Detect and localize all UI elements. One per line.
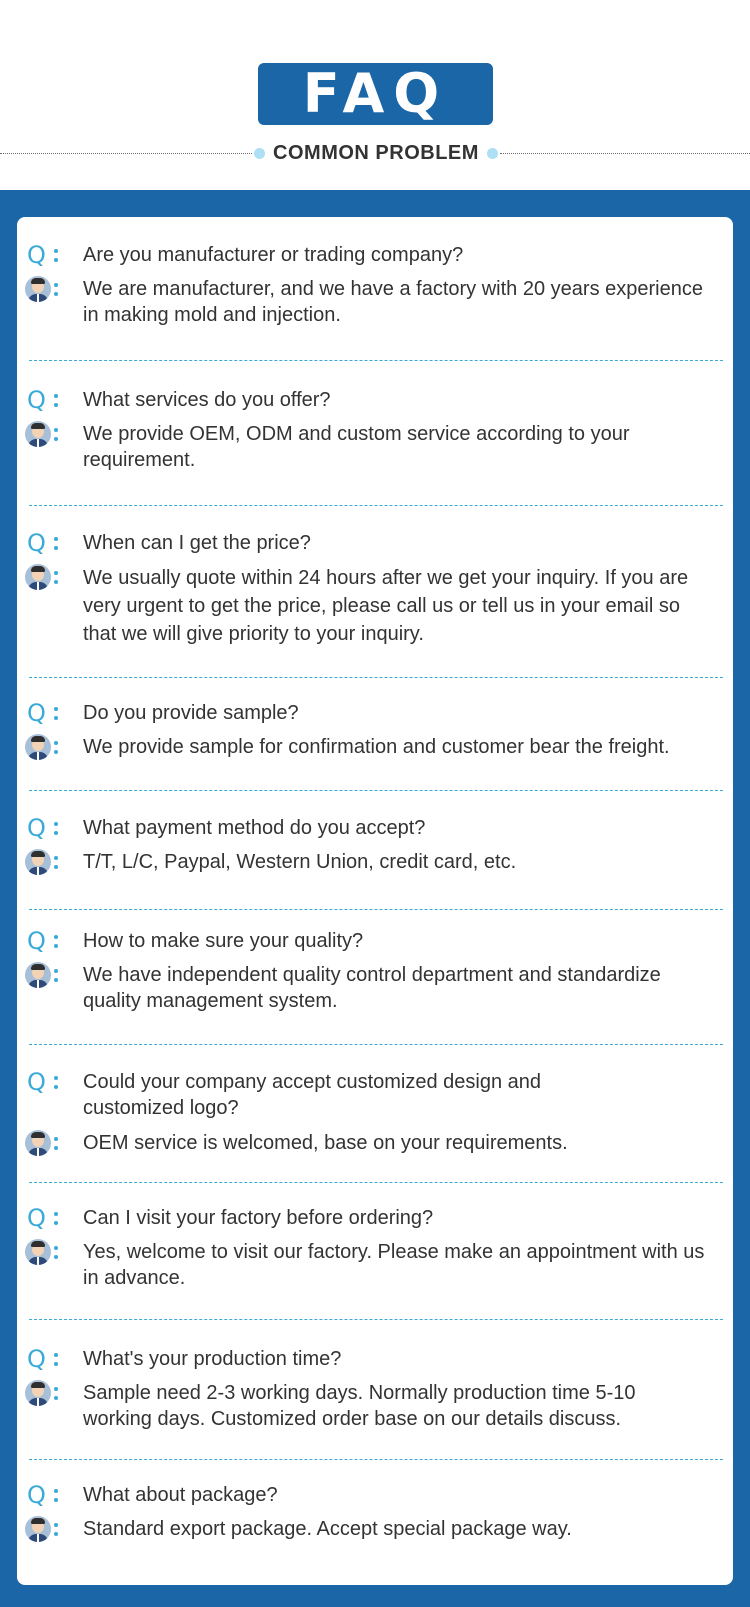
colon-icon <box>54 246 60 264</box>
businessman-avatar-icon <box>25 276 51 302</box>
dashed-divider <box>29 1459 723 1460</box>
colon-icon <box>54 738 60 756</box>
businessman-avatar-icon <box>25 1380 51 1406</box>
q-marker-icon: Q <box>27 1481 46 1509</box>
faq-answer: We provide OEM, ODM and custom service according to your requirement. <box>83 423 630 471</box>
colon-icon <box>54 853 60 871</box>
q-marker-icon: Q <box>27 241 46 269</box>
q-marker-icon: Q <box>27 699 46 727</box>
faq-answer: Sample need 2-3 working days. Normally production time 5-10 working days. Customized order base on our details discuss. <box>83 1382 636 1430</box>
businessman-avatar-icon <box>25 1130 51 1156</box>
colon-icon <box>54 1209 60 1227</box>
faq-question: What payment method do you accept? <box>83 817 426 839</box>
businessman-avatar-icon <box>25 564 51 590</box>
colon-icon <box>54 1073 60 1091</box>
dashed-divider <box>29 909 723 910</box>
faq-question: Do you provide sample? <box>83 702 299 724</box>
colon-icon <box>54 1243 60 1261</box>
colon-icon <box>54 425 60 443</box>
dot-icon <box>254 148 265 159</box>
businessman-avatar-icon <box>25 849 51 875</box>
colon-icon <box>54 932 60 950</box>
colon-icon <box>54 568 60 586</box>
q-marker-icon: Q <box>27 1068 46 1096</box>
colon-icon <box>54 1486 60 1504</box>
q-marker-icon: Q <box>27 1345 46 1373</box>
colon-icon <box>54 966 60 984</box>
businessman-avatar-icon <box>25 421 51 447</box>
faq-question: Are you manufacturer or trading company? <box>83 244 464 266</box>
faq-question: When can I get the price? <box>83 532 311 554</box>
faq-question: How to make sure your quality? <box>83 930 364 952</box>
dashed-divider <box>29 677 723 678</box>
businessman-avatar-icon <box>25 1516 51 1542</box>
subtitle-row <box>0 140 750 166</box>
faq-question: Could your company accept customized design and customized logo? <box>83 1071 542 1119</box>
colon-icon <box>54 391 60 409</box>
faq-question: What's your production time? <box>83 1348 342 1370</box>
faq-answer: Standard export package. Accept special package way. <box>83 1518 572 1540</box>
dashed-divider <box>29 790 723 791</box>
dashed-divider <box>29 1044 723 1045</box>
q-marker-icon: Q <box>27 529 46 557</box>
faq-answer: Yes, welcome to visit our factory. Please make an appointment with us in advance. <box>83 1241 705 1289</box>
q-marker-icon: Q <box>27 1204 46 1232</box>
colon-icon <box>54 1350 60 1368</box>
colon-icon <box>54 280 60 298</box>
subtitle-divider-right <box>500 153 750 154</box>
faq-question: Can I visit your factory before ordering? <box>83 1207 434 1229</box>
q-marker-icon: Q <box>27 814 46 842</box>
dot-icon <box>487 148 498 159</box>
faq-title-badge: FAQ <box>258 63 493 125</box>
dashed-divider <box>29 1319 723 1320</box>
faq-answer: We have independent quality control department and standardize quality management system. <box>83 964 661 1012</box>
dashed-divider <box>29 1182 723 1183</box>
faq-answer: We provide sample for confirmation and customer bear the freight. <box>83 736 670 758</box>
subtitle-divider-left <box>0 153 252 154</box>
faq-answer: OEM service is welcomed, base on your requirements. <box>83 1132 568 1154</box>
colon-icon <box>54 704 60 722</box>
faq-answer: We usually quote within 24 hours after we get your inquiry. If you are very urgent to get the price, please call us or tell us in your email so that we will give priority to your inquiry. <box>83 567 689 645</box>
q-marker-icon: Q <box>27 386 46 414</box>
faq-answer: T/T, L/C, Paypal, Western Union, credit card, etc. <box>83 851 517 873</box>
colon-icon <box>54 1384 60 1402</box>
subtitle: COMMON PROBLEM <box>273 142 479 164</box>
dashed-divider <box>29 360 723 361</box>
businessman-avatar-icon <box>25 962 51 988</box>
colon-icon <box>54 1520 60 1538</box>
q-marker-icon: Q <box>27 927 46 955</box>
colon-icon <box>54 1134 60 1152</box>
faq-answer: We are manufacturer, and we have a factory with 20 years experience in making mold and injection. <box>83 278 703 326</box>
businessman-avatar-icon <box>25 1239 51 1265</box>
faq-question: What services do you offer? <box>83 389 331 411</box>
header <box>0 0 750 190</box>
colon-icon <box>54 819 60 837</box>
colon-icon <box>54 534 60 552</box>
faq-card <box>17 217 733 1585</box>
dashed-divider <box>29 505 723 506</box>
faq-question: What about package? <box>83 1484 278 1506</box>
businessman-avatar-icon <box>25 734 51 760</box>
